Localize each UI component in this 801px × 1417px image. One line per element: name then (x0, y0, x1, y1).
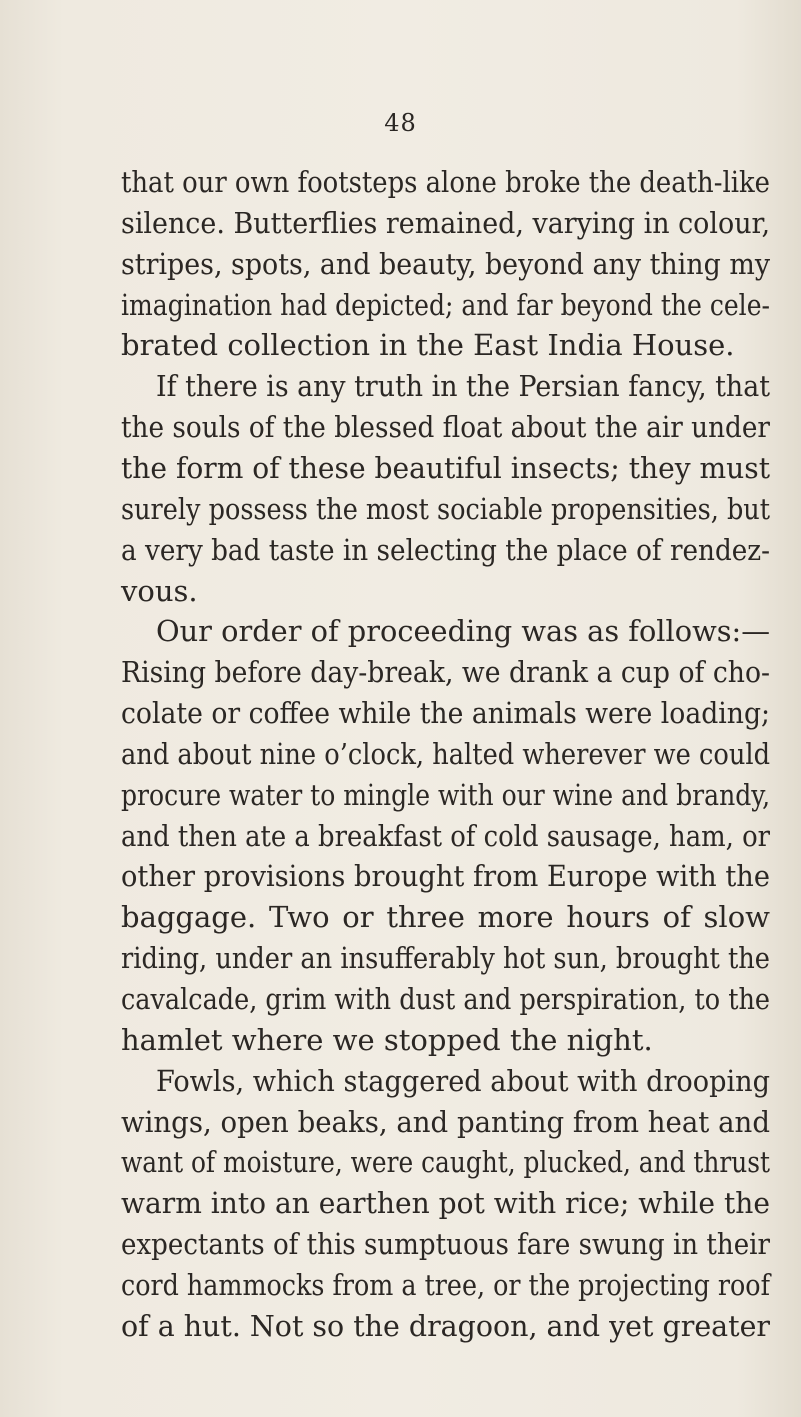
line-text: of a hut. Not so the dragoon, and yet greater (121, 1308, 771, 1343)
line-text: brated collection in the East India House. (121, 328, 735, 363)
text-line (0, 1020, 801, 1060)
line-text: that our own footsteps alone broke the death-like (121, 165, 770, 199)
line-text: want of moisture, were caught, plucked, and thrust (121, 1145, 771, 1180)
line-text: other provisions brought from Europe with the (121, 859, 770, 894)
line-text: baggage. Two or three more hours of slow (121, 900, 770, 935)
line-text: surely possess the most sociable propensities, but (121, 491, 771, 526)
text-line (0, 1265, 801, 1305)
text-line (0, 938, 801, 978)
line-text: Fowls, which staggered about with drooping (156, 1063, 770, 1098)
line-text: warm into an earthen pot with rice; while the (121, 1186, 770, 1221)
text-line (0, 775, 801, 815)
text-line (0, 448, 801, 488)
line-text: wings, open beaks, and panting from heat and (121, 1104, 770, 1139)
text-line (0, 652, 801, 692)
line-text: the form of these beautiful insects; they must (121, 450, 770, 485)
line-text: stripes, spots, and beauty, beyond any thing my (121, 246, 771, 281)
text-line (0, 693, 801, 733)
text-line (0, 162, 801, 202)
text-line (0, 1102, 801, 1142)
line-text: the souls of the blessed float about the air under (121, 410, 770, 445)
text-line (0, 897, 801, 937)
line-text: a very bad taste in selecting the place of rendez- (121, 532, 771, 567)
line-text: Our order of proceeding was as follows:— (156, 614, 771, 649)
line-text: riding, under an insufferably hot sun, brought the (121, 941, 770, 976)
line-text: Rising before day-break, we drank a cup of cho- (121, 655, 771, 690)
line-text: and then ate a breakfast of cold sausage, ham, or (121, 818, 771, 853)
line-text: vous. (121, 573, 198, 608)
text-line (0, 366, 801, 406)
line-text: hamlet where we stopped the night. (121, 1022, 653, 1057)
text-line (0, 1224, 801, 1264)
line-text: procure water to mingle with our wine and brandy, (121, 777, 771, 812)
text-line (0, 1061, 801, 1101)
text-line (0, 979, 801, 1019)
text-line (0, 407, 801, 447)
line-text: cord hammocks from a tree, or the projecting roof (121, 1267, 770, 1302)
text-line (0, 816, 801, 856)
line-text: If there is any truth in the Persian fancy, that (156, 369, 770, 404)
page-number: 48 (384, 109, 417, 137)
line-text: expectants of this sumptuous fare swung in their (121, 1227, 770, 1262)
line-text: imagination had depicted; and far beyond the cele- (121, 287, 770, 322)
text-line (0, 285, 801, 325)
text-line (0, 1183, 801, 1223)
line-text: silence. Butterflies remained, varying in colour, (121, 205, 771, 240)
text-line (0, 611, 801, 651)
text-line (0, 530, 801, 570)
text-line (0, 1142, 801, 1182)
text-line (0, 1306, 801, 1346)
line-text: colate or coffee while the animals were loading; (121, 696, 770, 731)
line-text: and about nine o’clock, halted wherever we could (121, 736, 771, 771)
text-line (0, 734, 801, 774)
text-line (0, 571, 801, 611)
text-line (0, 489, 801, 529)
text-line (0, 856, 801, 896)
text-line (0, 203, 801, 243)
text-line (0, 244, 801, 284)
line-text: cavalcade, grim with dust and perspiration, to the (121, 982, 771, 1016)
text-line (0, 325, 801, 365)
